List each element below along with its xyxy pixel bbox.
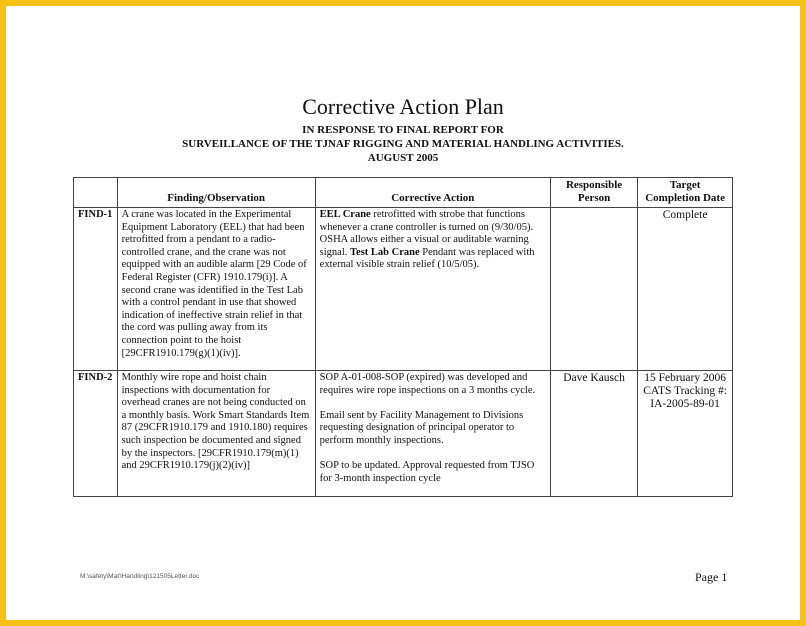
header-finding: Finding/Observation	[117, 178, 315, 208]
responsible-person	[550, 208, 637, 371]
header-responsible: Responsible Person	[550, 178, 637, 208]
table-row	[74, 371, 733, 497]
header-target: Target Completion Date	[638, 178, 733, 208]
footer-page-number: Page 1	[695, 570, 728, 584]
finding-id: FIND-2	[74, 371, 118, 497]
subtitle-line-2: SURVEILLANCE OF THE TJNAF RIGGING AND MATERIAL HANDLING ACTIVITIES.	[182, 138, 624, 150]
corrective-action-table	[73, 177, 733, 497]
finding-text: A crane was located in the Experimental Equipment Laboratory (EEL) that had been retrofitted from a pendant to a radio-controlled crane, and the crane was not equipped with an audible alarm [29 Code of Federal Register (CFR) 1910.179(i)]. A second crane was identified in the Test Lab with a control pendant in use that showed indication of ineffective strain relief in that the cord was pulling away from its connection point to the hoist [29CFR1910.179(g)(1)(iv)].	[117, 208, 315, 371]
corrective-action-text	[315, 371, 550, 497]
action-text-eel: retrofitted with strobe that functions whenever a crane controller is turned on (9/30/05). OSHA allows either a visual or auditable warning signal.	[319, 209, 534, 258]
finding-id: FIND-1	[74, 208, 118, 371]
responsible-person: Dave Kausch	[550, 371, 637, 497]
action-label-eel: EEL Crane	[319, 209, 371, 220]
table-header-row	[74, 178, 733, 208]
subtitle-date: AUGUST 2005	[367, 152, 439, 164]
document-title: Corrective Action Plan	[302, 94, 504, 119]
table-row	[74, 208, 733, 371]
action-label-testlab: Test Lab Crane	[350, 246, 420, 258]
action-paragraph: SOP A-01-008-SOP (expired) was developed and requires wire rope inspections on a 3 months cycle.	[319, 372, 536, 396]
target-date	[638, 371, 733, 497]
target-date-value: 15 February 2006	[644, 372, 726, 384]
action-paragraph: SOP to be updated. Approval requested from TJSO for 3-month inspection cycle	[319, 460, 535, 484]
header-id	[74, 178, 118, 208]
action-paragraph: Email sent by Facility Management to Divisions requesting designation of principal operator to perform monthly inspections.	[319, 409, 524, 446]
cats-tracking-number: IA-2005-89-01	[650, 398, 720, 410]
cats-tracking-label: CATS Tracking #:	[643, 385, 727, 397]
finding-text: Monthly wire rope and hoist chain inspections with documentation for overhead cranes are not being conducted on a monthly basis. Work Smart Standards Item 87 (29CFR1910.179 and 1910.180) requires such inspection be documented and signed by the inspectors. [29CFR1910.179(m)(1) and 29CFR1910.179(j)(2)(iv)]	[117, 371, 315, 497]
footer-file-path: M:\safety\Mat'lHandling\121505Letter.doc	[80, 573, 200, 580]
corrective-action-text	[315, 208, 550, 371]
header-action: Corrective Action	[315, 178, 550, 208]
action-text-testlab: Pendant was replaced with external visible strain relief (10/5/05).	[319, 246, 535, 271]
subtitle-line-1: IN RESPONSE TO FINAL REPORT FOR	[302, 124, 504, 136]
target-date: Complete	[638, 208, 733, 371]
